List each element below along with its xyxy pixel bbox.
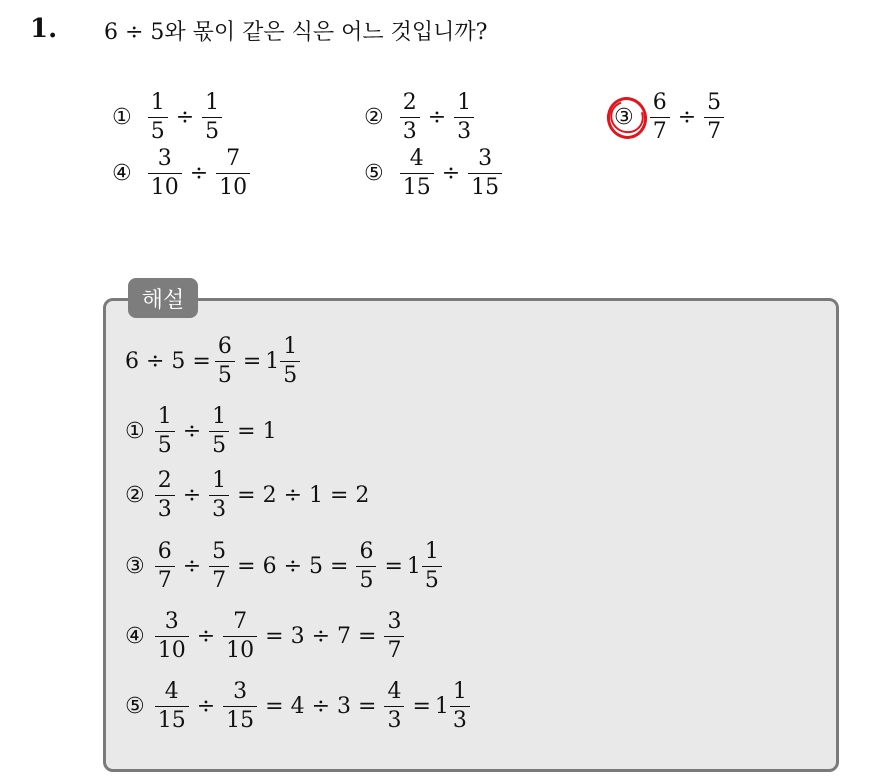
fraction: $\frac{6}{5}$ [356, 541, 376, 592]
expression: 6 ÷ 5 = [125, 349, 211, 374]
solution-line-3 [125, 541, 446, 592]
fraction: $\frac{1}{5}$ [209, 406, 229, 457]
fraction: $\frac{1}{3}$ [454, 92, 474, 143]
fraction: $\frac{1}{5}$ [148, 92, 168, 143]
fraction: $\frac{3}{7}$ [384, 611, 404, 662]
divide-sign: ÷ [182, 554, 202, 579]
divide-sign: ÷ [196, 624, 216, 649]
fraction: $\frac{1}{5}$ [155, 406, 175, 457]
mixed-number: 1 $\frac{1}{5}$ [265, 336, 304, 387]
expression: = 2 ÷ 1 = 2 [237, 483, 370, 508]
solution-line-0 [125, 336, 304, 387]
fraction: $\frac{3}{10}$ [155, 611, 189, 662]
fraction: $\frac{4}{15}$ [400, 148, 434, 199]
divide-sign: ÷ [175, 105, 195, 130]
fraction: $\frac{2}{3}$ [400, 92, 420, 143]
mixed-number: 1 $\frac{1}{3}$ [435, 681, 474, 732]
fraction: $\frac{4}{15}$ [155, 681, 189, 732]
fraction: $\frac{1}{3}$ [209, 470, 229, 521]
question-number: 1. [30, 14, 58, 44]
choice-marker: ⑤ [125, 694, 145, 719]
choice-4[interactable] [112, 148, 254, 199]
choice-marker: ③ [125, 554, 145, 579]
solution-line-5 [125, 681, 474, 732]
solution-line-2 [125, 470, 373, 521]
choice-marker: ④ [125, 624, 145, 649]
choice-marker: ⑤ [364, 161, 384, 186]
expression: = 6 ÷ 5 = [237, 554, 349, 579]
choice-3-selected[interactable] [614, 92, 728, 143]
choice-1[interactable] [112, 92, 226, 143]
fraction: $\frac{1}{5}$ [202, 92, 222, 143]
choice-marker: ② [364, 105, 384, 130]
equals-sign: = [412, 694, 431, 719]
fraction: $\frac{6}{5}$ [215, 336, 235, 387]
solution-line-4 [125, 611, 408, 662]
divide-sign: ÷ [427, 105, 447, 130]
divide-sign: ÷ [677, 105, 697, 130]
choice-2[interactable] [364, 92, 478, 143]
fraction: $\frac{4}{3}$ [384, 681, 404, 732]
question-text: 6 ÷ 5와 몫이 같은 식은 어느 것입니까? [104, 20, 488, 45]
expression: = 3 ÷ 7 = [265, 624, 377, 649]
fraction: $\frac{7}{10}$ [223, 611, 257, 662]
choice-marker: ④ [112, 161, 132, 186]
fraction: $\frac{5}{7}$ [704, 92, 724, 143]
divide-sign: ÷ [182, 419, 202, 444]
fraction: $\frac{6}{7}$ [155, 541, 175, 592]
divide-sign: ÷ [196, 694, 216, 719]
equals-sign: = [384, 554, 403, 579]
fraction: $\frac{3}{15}$ [468, 148, 502, 199]
solution-tag: 해설 [128, 278, 198, 318]
solution-line-1 [125, 406, 281, 457]
choice-marker: ② [125, 483, 145, 508]
divide-sign: ÷ [182, 483, 202, 508]
fraction: $\frac{7}{10}$ [216, 148, 250, 199]
expression: = 4 ÷ 3 = [265, 694, 377, 719]
choice-marker: ③ [614, 105, 634, 130]
fraction: $\frac{5}{7}$ [209, 541, 229, 592]
choice-marker: ① [125, 419, 145, 444]
fraction: $\frac{3}{15}$ [223, 681, 257, 732]
fraction: $\frac{6}{7}$ [650, 92, 670, 143]
choice-5[interactable] [364, 148, 506, 199]
choice-marker: ① [112, 105, 132, 130]
divide-sign: ÷ [441, 161, 461, 186]
fraction: $\frac{3}{10}$ [148, 148, 182, 199]
equals-sign: = [242, 349, 262, 374]
fraction: $\frac{2}{3}$ [155, 470, 175, 521]
expression: = 1 [237, 419, 277, 444]
mixed-number: 1 $\frac{1}{5}$ [407, 541, 446, 592]
divide-sign: ÷ [189, 161, 209, 186]
